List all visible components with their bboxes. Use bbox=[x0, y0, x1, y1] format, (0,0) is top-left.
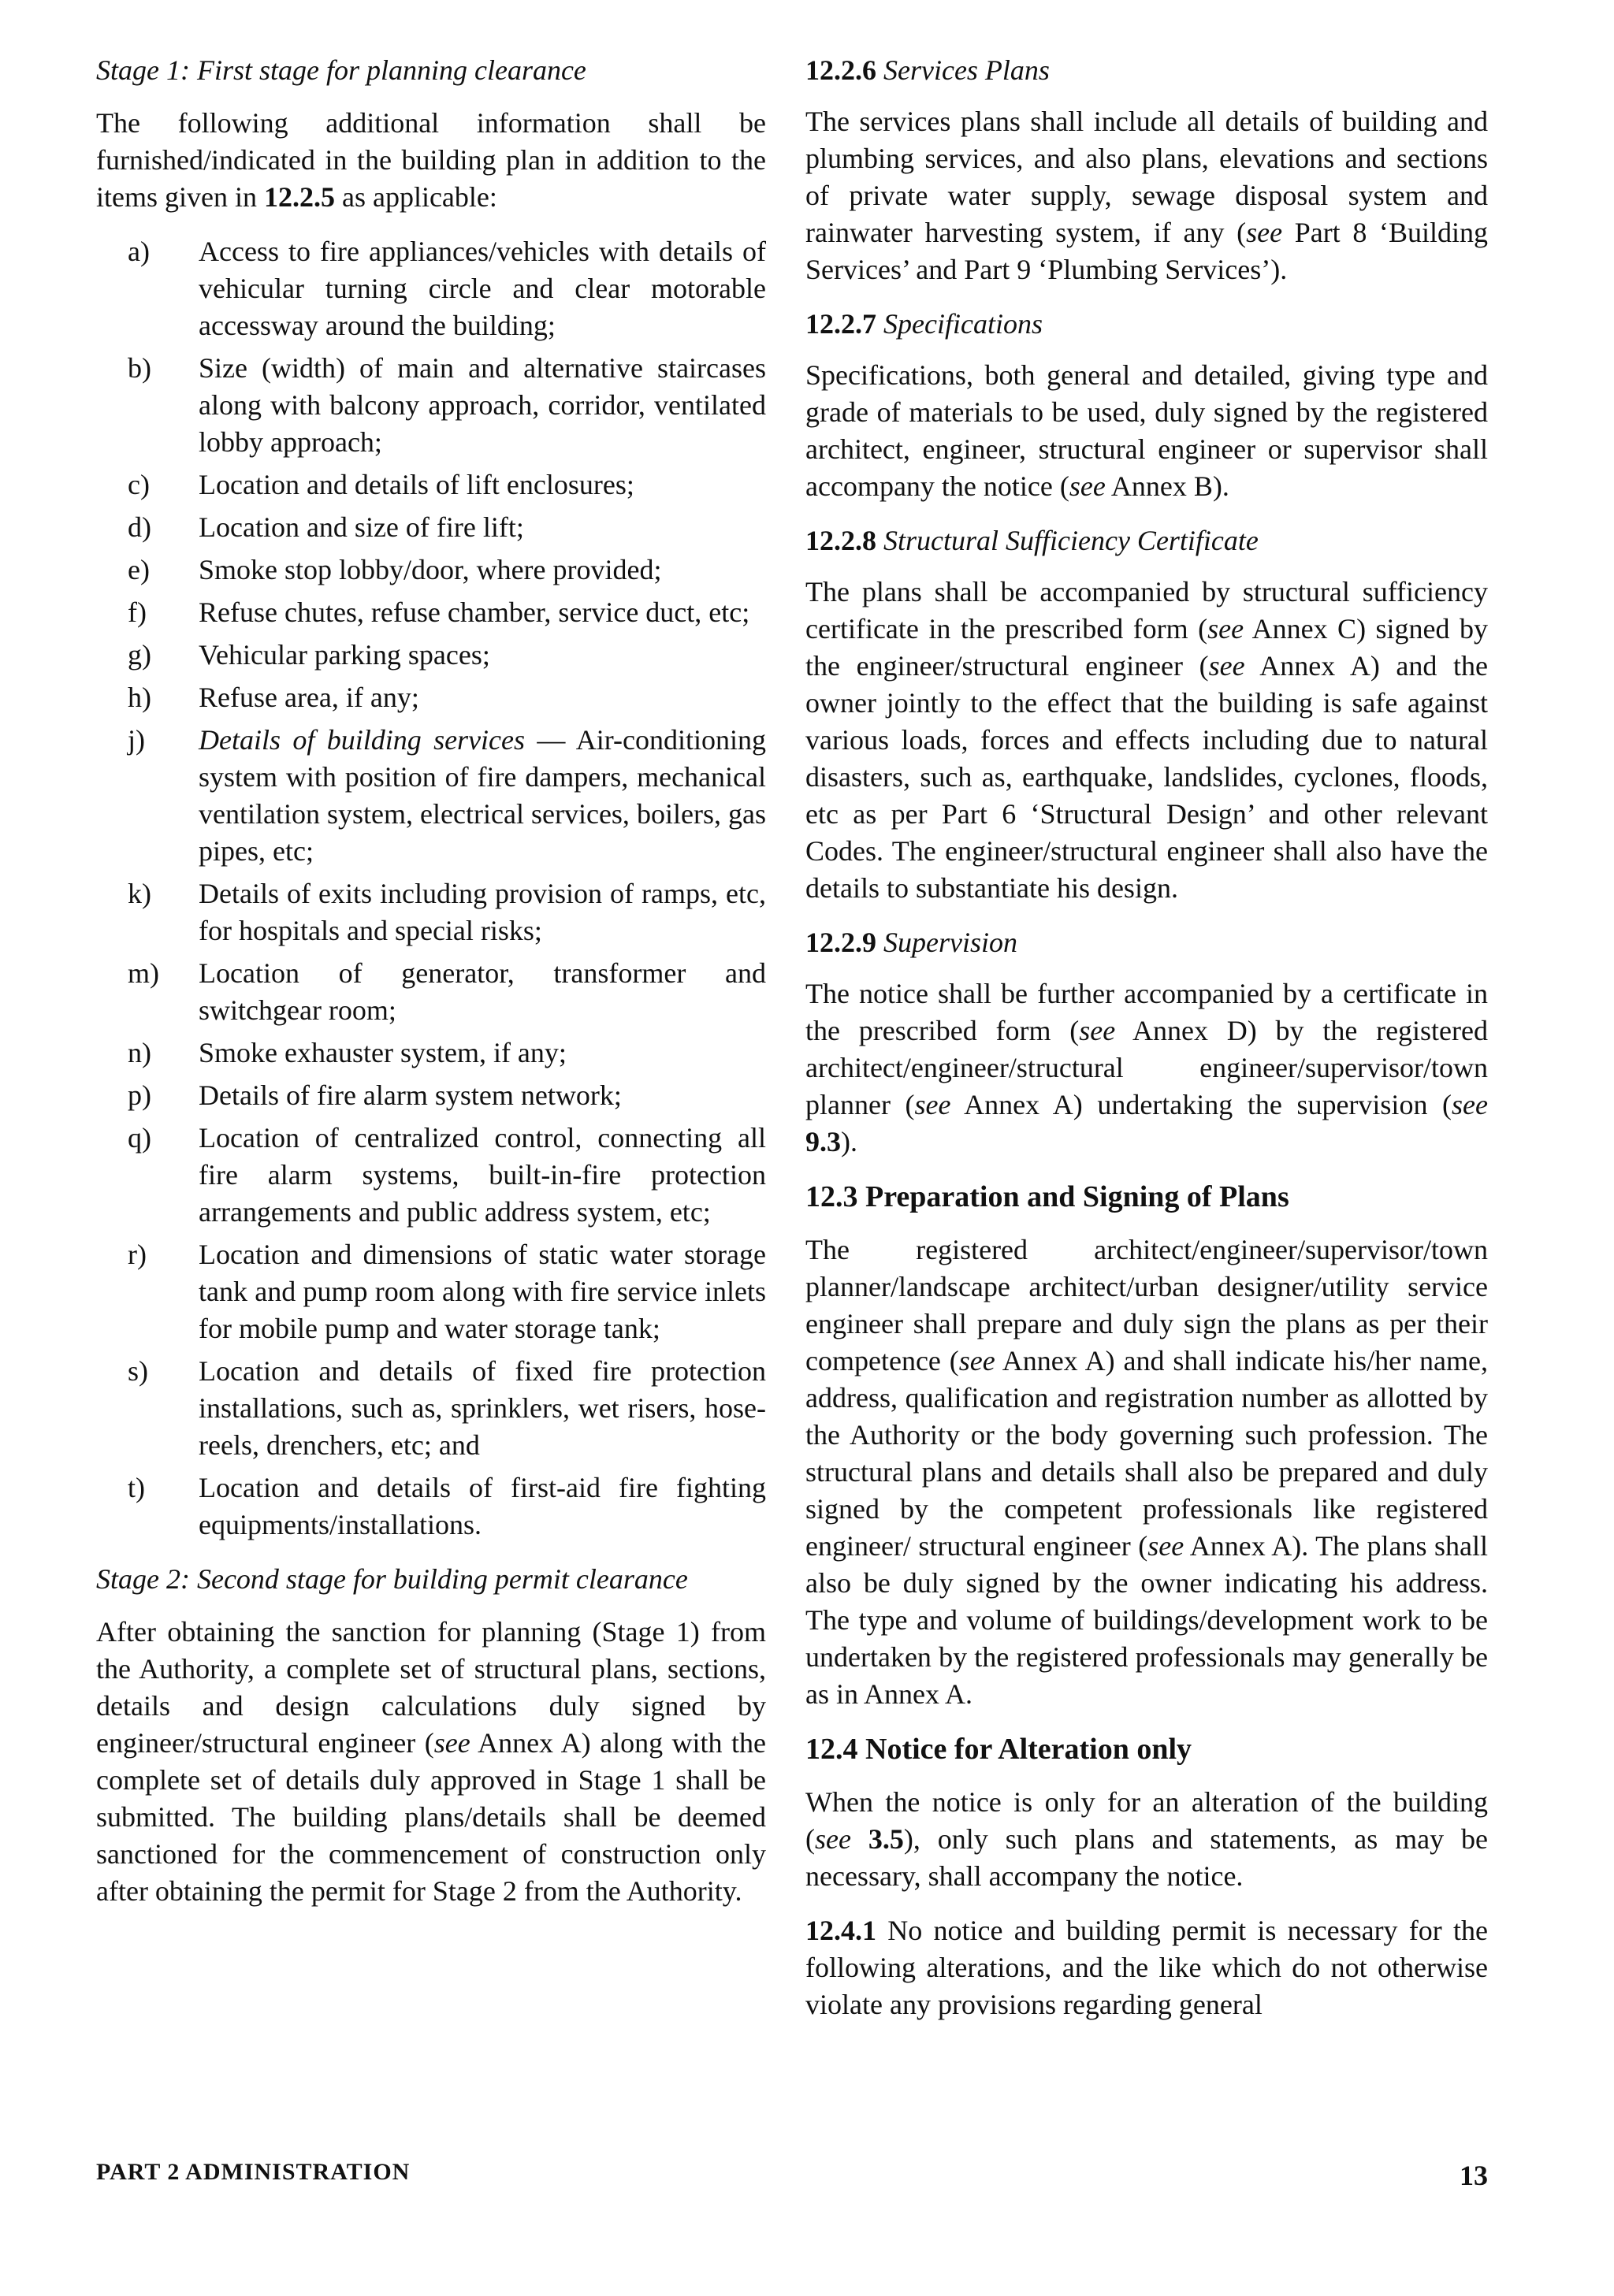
list-item bbox=[96, 1469, 766, 1544]
stage1-intro-ref: 12.2.5 bbox=[263, 181, 335, 213]
list-item-label: e) bbox=[128, 554, 150, 585]
page-number: 13 bbox=[1460, 2160, 1488, 2191]
see-ref: see bbox=[433, 1727, 470, 1759]
paragraph-text: Annex C) signed by the engineer/structural engineer ( bbox=[805, 613, 1488, 682]
paragraph-text: Specifications, both general and detailed, giving type and grade of materials to be used, duly signed by the registered architect, engineer, structural engineer or supervisor shall accompany the notice ( bbox=[805, 359, 1488, 502]
list-item-text: Location of centralized control, connecting all fire alarm systems, built-in-fire protection arrangements and public address system, etc; bbox=[199, 1122, 766, 1228]
list-item-label: t) bbox=[128, 1472, 145, 1503]
list-item-text: Location and dimensions of static water storage tank and pump room along with fire service inlets for mobile pump and water storage tank; bbox=[199, 1239, 766, 1344]
list-item-text: Location and details of fixed fire protection installations, such as, sprinklers, wet risers, hose-reels, drenchers, etc; and bbox=[199, 1355, 766, 1461]
stage2-label: Stage 2: bbox=[96, 1563, 190, 1595]
stage1-intro-tail: as applicable: bbox=[334, 181, 497, 213]
list-item-label: c) bbox=[128, 469, 150, 500]
list-item-body: — Air-conditioning system with position of fire dampers, mechanical ventilation system, electrical services, boilers, gas pipes, etc; bbox=[199, 724, 766, 867]
list-item-label: g) bbox=[128, 639, 151, 671]
stage1-title: First stage for planning clearance bbox=[196, 54, 586, 86]
list-item bbox=[96, 955, 766, 1029]
list-item-text: Refuse area, if any; bbox=[199, 682, 419, 713]
list-item bbox=[96, 1077, 766, 1114]
list-item bbox=[96, 233, 766, 344]
list-item-label: q) bbox=[128, 1122, 151, 1154]
list-item-label: s) bbox=[128, 1355, 148, 1387]
list-item bbox=[96, 679, 766, 716]
see-ref: see bbox=[1208, 650, 1245, 682]
section-12-3-paragraph bbox=[805, 1232, 1488, 1713]
list-item bbox=[96, 1353, 766, 1464]
list-item-label: m) bbox=[128, 957, 159, 989]
list-item-text: Access to fire appliances/vehicles with details of vehicular turning circle and clear motorable accessway around the building; bbox=[199, 236, 766, 341]
list-item-text: Size (width) of main and alternative staircases along with balcony approach, corridor, ventilated lobby approach; bbox=[199, 352, 766, 458]
paragraph-text: Annex A) undertaking the supervision ( bbox=[950, 1089, 1452, 1120]
paragraph-text: Annex D) by the registered architect/engineer/structural engineer/supervisor/town planner ( bbox=[805, 1015, 1489, 1120]
see-ref: see bbox=[1246, 217, 1283, 248]
section-12-4-paragraph bbox=[805, 1784, 1488, 1895]
see-ref: see bbox=[1147, 1530, 1184, 1562]
section-12-3-heading bbox=[805, 1178, 1488, 1216]
section-number: 12.2.8 bbox=[805, 525, 876, 556]
stage1-intro-text: The following additional information shall be furnished/indicated in the building plan in addition to the items given in bbox=[96, 107, 766, 213]
list-item bbox=[96, 1120, 766, 1231]
list-item-text: Smoke stop lobby/door, where provided; bbox=[199, 554, 662, 585]
list-item-lead: Details of building services bbox=[199, 724, 526, 756]
stage1-label: Stage 1: bbox=[96, 54, 190, 86]
see-ref: see bbox=[815, 1823, 851, 1855]
section-title: Specifications bbox=[883, 308, 1043, 340]
section-12-2-8-paragraph bbox=[805, 574, 1488, 907]
list-item-label: a) bbox=[128, 236, 150, 267]
list-item-label: k) bbox=[128, 878, 151, 909]
see-ref: see bbox=[1069, 470, 1106, 502]
list-item-text: Location and details of first-aid fire fighting equipments/installations. bbox=[199, 1472, 766, 1540]
paragraph-text-tail: Annex A). The plans shall also be duly signed by the owner indicating his address. The type and volume of buildings/development work to be undertaken by the registered professionals may generally be as in Annex A. bbox=[805, 1530, 1489, 1710]
section-12-2-7-heading bbox=[805, 306, 1488, 343]
paragraph-text: The notice shall be further accompanied by a certificate in the prescribed form ( bbox=[805, 978, 1488, 1046]
stage2-title: Second stage for building permit clearance bbox=[196, 1563, 688, 1595]
section-number: 12.2.6 bbox=[805, 54, 876, 86]
stage2-text: After obtaining the sanction for planning (Stage 1) from the Authority, a complete set of structural plans, sections, details and design calculations duly signed by engineer/structural engineer ( bbox=[96, 1616, 766, 1759]
section-number: 12.4.1 bbox=[805, 1915, 876, 1946]
section-title: Supervision bbox=[883, 927, 1017, 958]
list-item-text: Details of exits including provision of ramps, etc, for hospitals and special risks; bbox=[199, 878, 766, 946]
stage1-intro bbox=[96, 105, 766, 216]
list-item bbox=[96, 1236, 766, 1347]
section-12-4-heading bbox=[805, 1730, 1488, 1768]
list-item-label: r) bbox=[128, 1239, 147, 1270]
section-title: Notice for Alteration only bbox=[865, 1733, 1192, 1766]
right-column bbox=[805, 52, 1488, 2023]
list-item bbox=[96, 722, 766, 870]
paragraph-text: When the notice is only for an alteration of the building ( bbox=[805, 1786, 1488, 1855]
clause-ref: 3.5 bbox=[868, 1823, 904, 1855]
list-item-text: Details of fire alarm system network; bbox=[199, 1079, 622, 1111]
stage2-text-tail: Annex A) along with the complete set of details duly approved in Stage 1 shall be submitted. The building plans/details shall be deemed sanctioned for the commencement of construction only after obtaining the permit for Stage 2 from the Authority. bbox=[96, 1727, 766, 1907]
stage1-heading bbox=[96, 52, 766, 89]
section-title: Structural Sufficiency Certificate bbox=[883, 525, 1259, 556]
section-number: 12.4 bbox=[805, 1733, 858, 1766]
section-12-2-8-heading bbox=[805, 522, 1488, 559]
paragraph-text-tail: ), only such plans and statements, as may be necessary, shall accompany the notice. bbox=[805, 1823, 1489, 1892]
list-item bbox=[96, 637, 766, 674]
list-item-text: Location of generator, transformer and switchgear room; bbox=[199, 957, 766, 1026]
section-12-2-9-heading bbox=[805, 924, 1488, 961]
see-ref: see bbox=[914, 1089, 951, 1120]
paragraph-text-tail: Annex A) and the owner jointly to the effect that the building is safe against various loads, forces and effects including due to natural disasters, such as, earthquake, landslides, cyclones, floods, etc as per Part 6 ‘Structural Design’ and other relevant Codes. The engineer/structural engineer shall also have the details to substantiate his design. bbox=[805, 650, 1488, 904]
section-12-2-6-paragraph bbox=[805, 103, 1488, 288]
list-item bbox=[96, 552, 766, 589]
list-item-text: Location and details of lift enclosures; bbox=[199, 469, 634, 500]
list-item bbox=[96, 594, 766, 631]
list-item-label: b) bbox=[128, 352, 151, 384]
list-item-label: j) bbox=[128, 724, 145, 756]
see-ref: see bbox=[1207, 613, 1244, 645]
paragraph-text-tail: Annex B). bbox=[1105, 470, 1229, 502]
paragraph-text: Annex A) and shall indicate his/her name, address, qualification and registration number as allotted by the Authority or the body governing such profession. The structural plans and details shall also be prepared and duly signed by the competent professionals like registered engineer/ structural engineer ( bbox=[805, 1345, 1488, 1562]
paragraph-text: The services plans shall include all details of building and plumbing services, and also plans, elevations and sections of private water supply, sewage disposal system and rainwater harvesting system, if any ( bbox=[805, 106, 1488, 248]
list-item bbox=[96, 875, 766, 949]
list-item bbox=[96, 509, 766, 546]
section-title: Preparation and Signing of Plans bbox=[865, 1180, 1289, 1213]
list-item bbox=[96, 1035, 766, 1072]
section-12-4-1-paragraph bbox=[805, 1912, 1488, 2023]
list-item-label: p) bbox=[128, 1079, 151, 1111]
see-ref: see bbox=[1079, 1015, 1116, 1046]
section-number: 12.2.7 bbox=[805, 308, 876, 340]
list-item-text: Vehicular parking spaces; bbox=[199, 639, 490, 671]
paragraph-text-tail: ). bbox=[841, 1126, 857, 1157]
clause-ref: 9.3 bbox=[805, 1126, 841, 1157]
stage2-heading bbox=[96, 1561, 766, 1598]
footer-part-label: PART 2 ADMINISTRATION bbox=[96, 2159, 411, 2185]
section-12-2-7-paragraph bbox=[805, 357, 1488, 505]
see-ref: see bbox=[958, 1345, 995, 1376]
see-ref: see bbox=[1452, 1089, 1488, 1120]
section-title: Services Plans bbox=[883, 54, 1050, 86]
paragraph-text-tail: Part 8 ‘Building Services’ and Part 9 ‘Plumbing Services’). bbox=[805, 217, 1488, 285]
paragraph-text: The registered architect/engineer/supervisor/town planner/landscape architect/urban designer/utility service engineer shall prepare and duly sign the plans as per their competence ( bbox=[805, 1234, 1488, 1376]
section-12-2-6-heading bbox=[805, 52, 1488, 89]
list-item bbox=[96, 466, 766, 503]
list-item-text: Location and size of fire lift; bbox=[199, 511, 524, 543]
paragraph-text: The plans shall be accompanied by structural sufficiency certificate in the prescribed form ( bbox=[805, 576, 1488, 645]
list-item-label: d) bbox=[128, 511, 151, 543]
section-12-2-9-paragraph bbox=[805, 975, 1488, 1161]
list-item-text bbox=[199, 722, 766, 870]
list-item-text: Refuse chutes, refuse chamber, service duct, etc; bbox=[199, 596, 750, 628]
list-item-label: f) bbox=[128, 596, 147, 628]
list-item-text: Smoke exhauster system, if any; bbox=[199, 1037, 567, 1068]
paragraph-text: No notice and building permit is necessary for the following alterations, and the like which do not otherwise violate any provisions regarding general bbox=[805, 1915, 1488, 2020]
list-item-label: h) bbox=[128, 682, 151, 713]
section-number: 12.2.9 bbox=[805, 927, 876, 958]
stage1-item-list bbox=[96, 233, 766, 1544]
stage2-paragraph bbox=[96, 1614, 766, 1910]
left-column bbox=[96, 52, 766, 1910]
list-item-label: n) bbox=[128, 1037, 151, 1068]
section-number: 12.3 bbox=[805, 1180, 858, 1213]
list-item bbox=[96, 350, 766, 461]
